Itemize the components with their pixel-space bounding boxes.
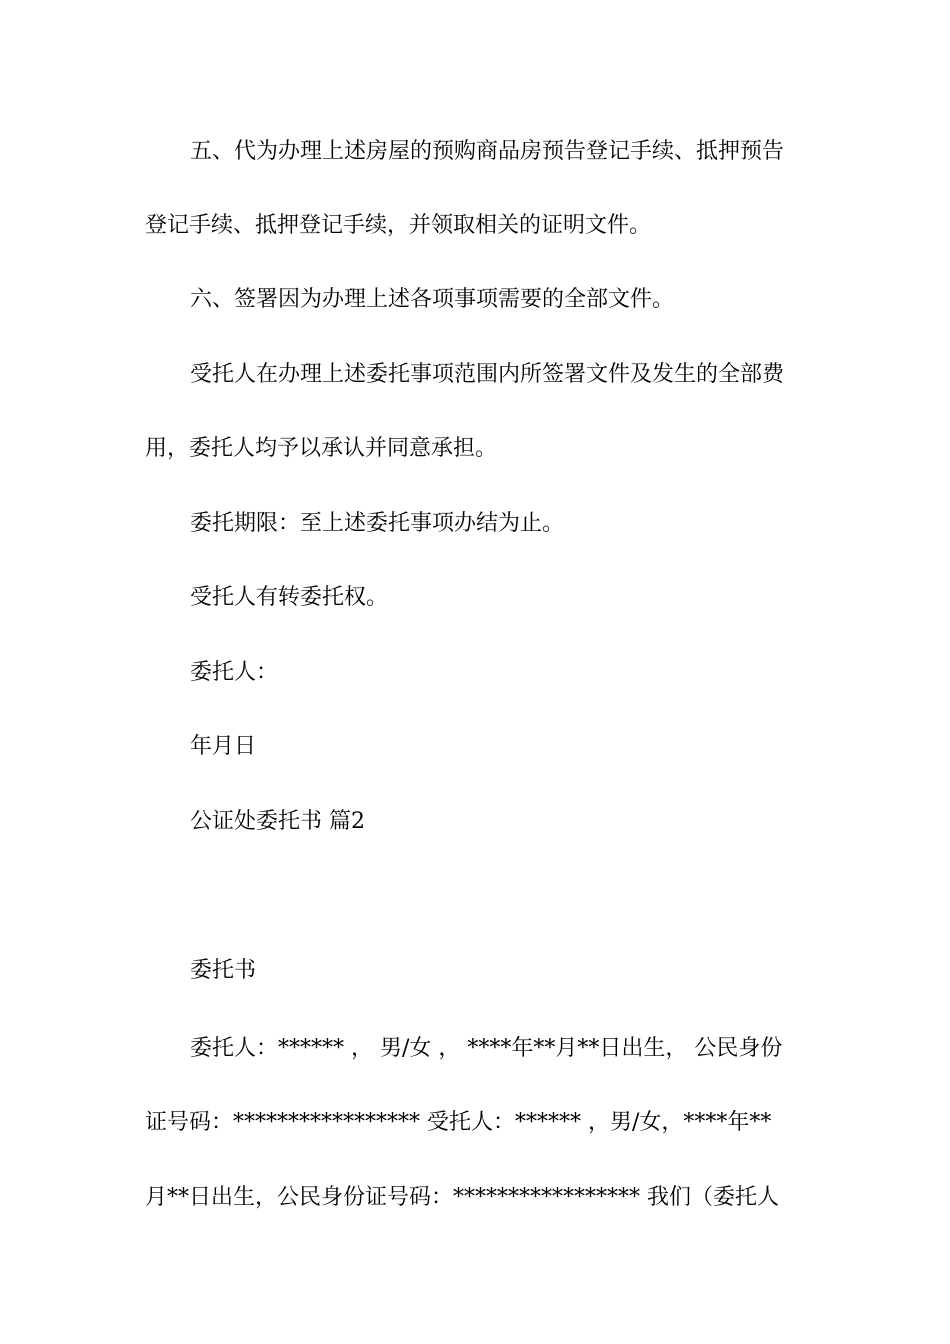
document-title: 委托书 bbox=[190, 958, 257, 983]
paragraph-line-6: 委托期限：至上述委托事项办结为止。 bbox=[190, 511, 565, 536]
section-heading: 公证处委托书 篇2 bbox=[190, 809, 365, 834]
paragraph-line-14: 月**日出生，公民身份证号码：***************** 我们（委托人 bbox=[145, 1185, 779, 1210]
paragraph-line-7: 受托人有转委托权。 bbox=[190, 585, 389, 610]
paragraph-line-4: 受托人在办理上述委托事项范围内所签署文件及发生的全部费 bbox=[190, 362, 785, 387]
paragraph-line-13: 证号码：***************** 受托人：****** ，男/女，****年** bbox=[145, 1110, 772, 1135]
paragraph-line-12: 委托人：****** ， 男/女 ， ****年**月**日出生， 公民身份 bbox=[190, 1036, 783, 1061]
paragraph-line-5: 用，委托人均予以承认并同意承担。 bbox=[145, 436, 498, 461]
paragraph-line-3: 六、签署因为办理上述各项事项需要的全部文件。 bbox=[190, 287, 675, 312]
paragraph-line-2: 登记手续、抵押登记手续，并领取相关的证明文件。 bbox=[145, 213, 652, 238]
paragraph-line-8: 委托人： bbox=[190, 660, 279, 685]
paragraph-line-9: 年月日 bbox=[190, 734, 257, 759]
paragraph-line-1: 五、代为办理上述房屋的预购商品房预告登记手续、抵押预告 bbox=[190, 139, 785, 164]
